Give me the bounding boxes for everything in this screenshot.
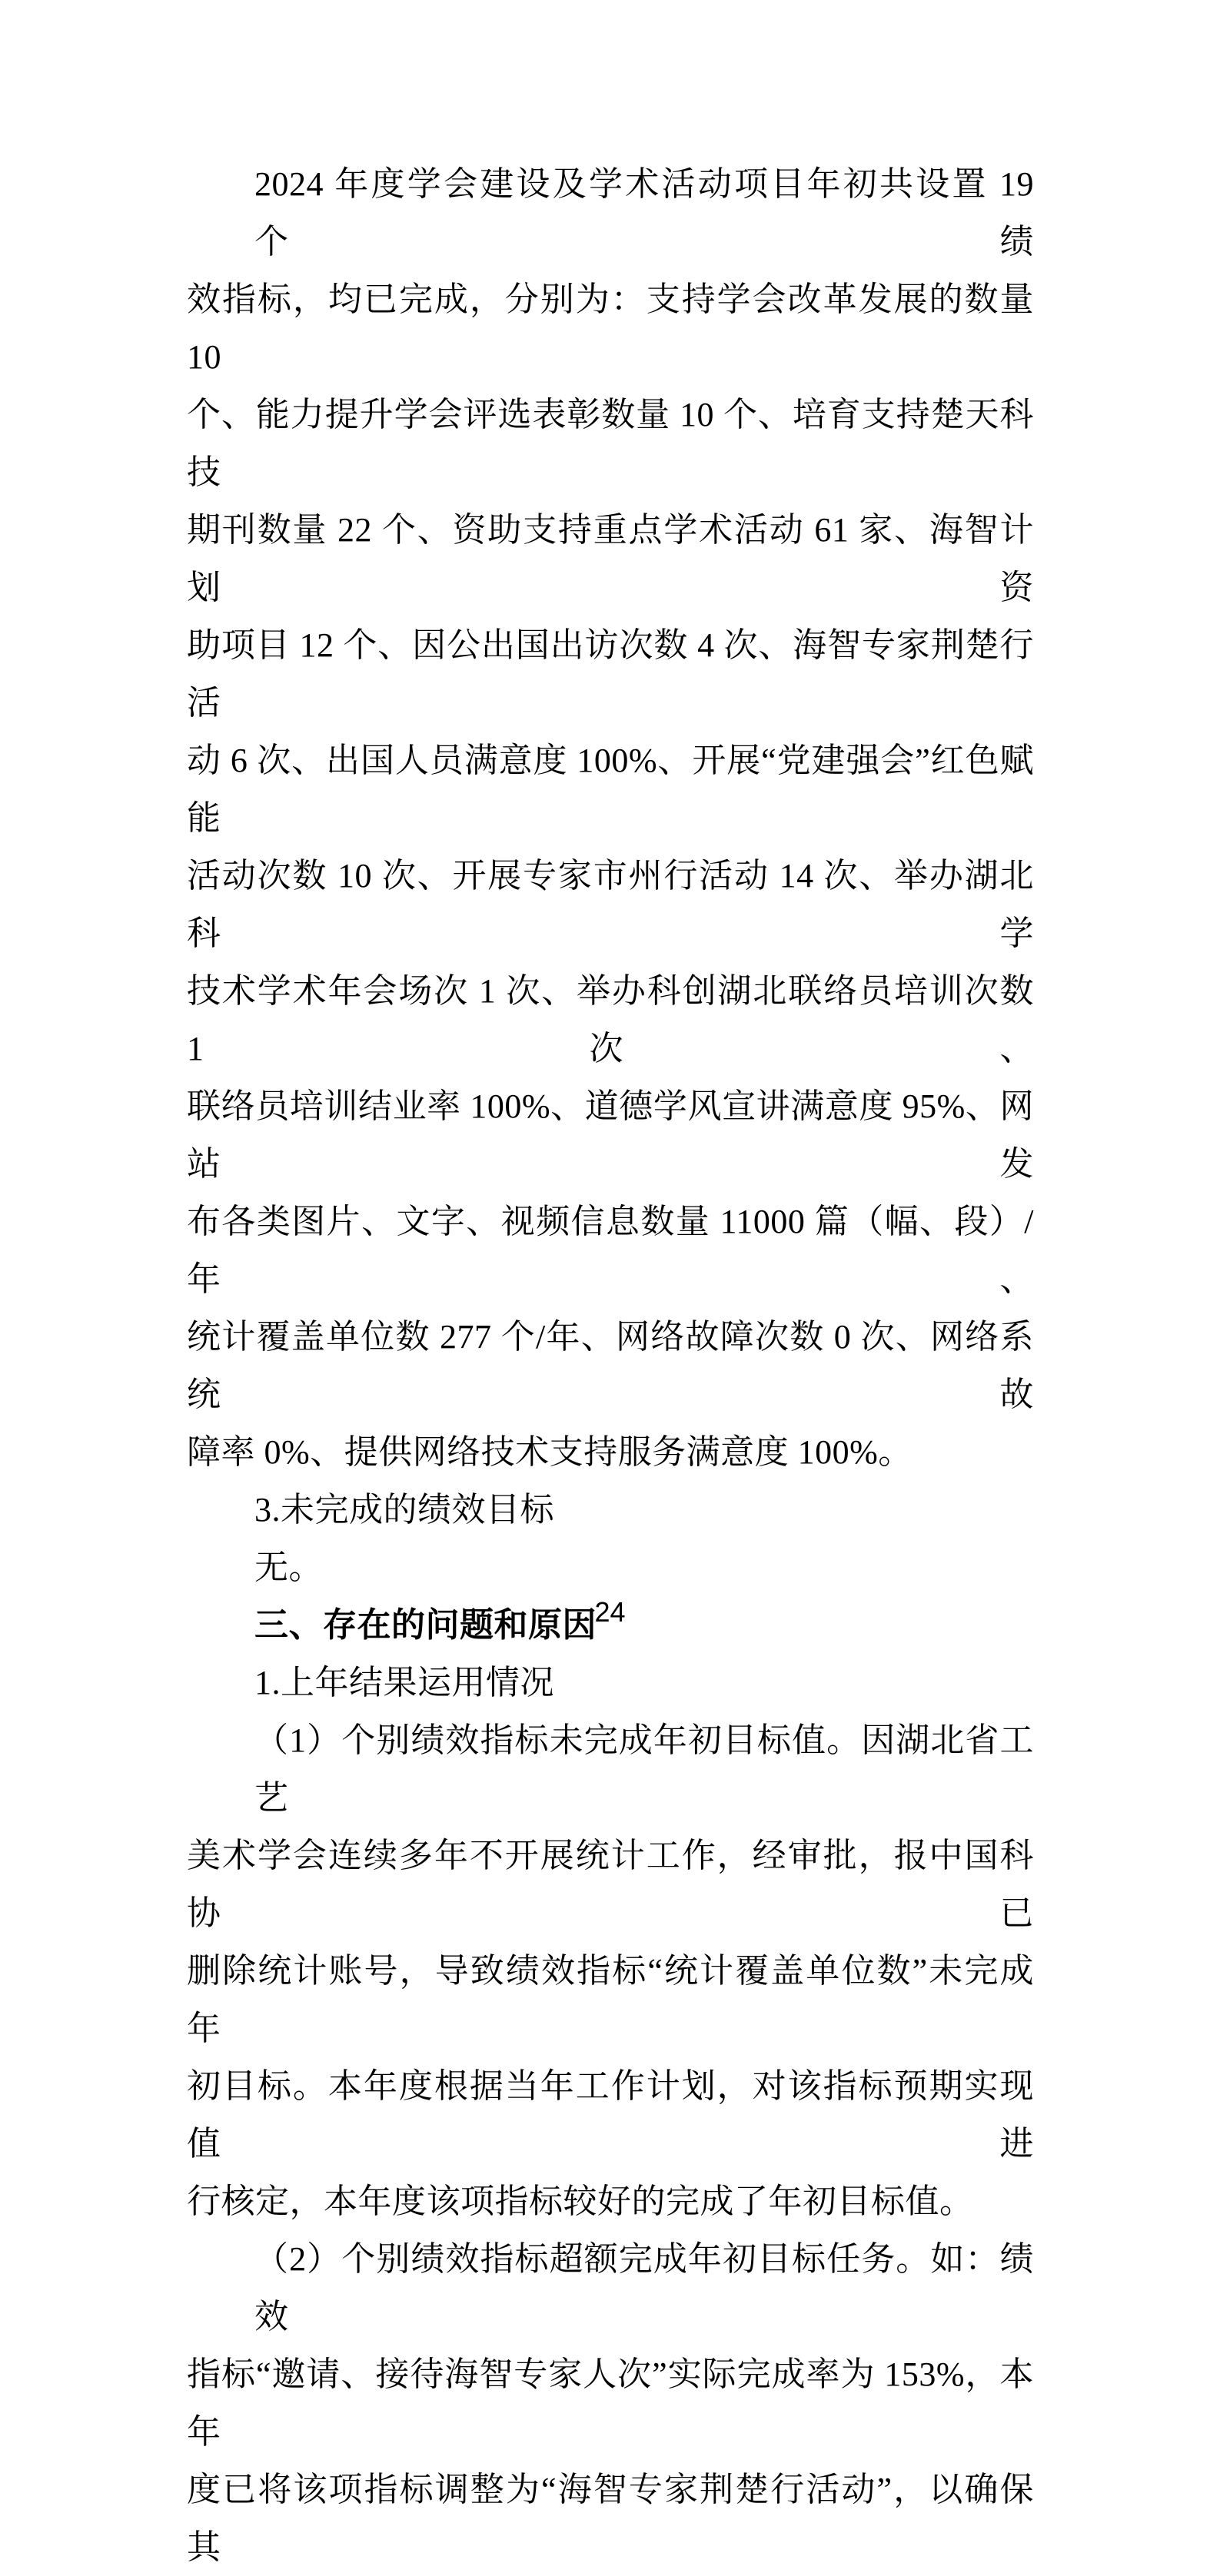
text-line: 技术学术年会场次 1 次、举办科创湖北联络员培训次数 1 次、 — [187, 972, 1034, 1067]
text-line: 布各类图片、文字、视频信息数量 11000 篇（幅、段）/年、 — [187, 1203, 1034, 1298]
text-line: 2024 年度学会建设及学术活动项目年初共设置 19 个绩 — [254, 165, 1034, 261]
list-item-heading: 1.上年结果运用情况 — [254, 1664, 554, 1701]
text-line: 统计覆盖单位数 277 个/年、网络故障次数 0 次、网络系统故 — [187, 1318, 1034, 1413]
text-line: 活动次数 10 次、开展专家市州行活动 14 次、举办湖北科学 — [187, 857, 1034, 952]
page-number: 24 — [594, 1596, 626, 1628]
text-line: 无。 — [254, 1549, 323, 1586]
text-line: 删除统计账号，导致绩效指标“统计覆盖单位数”未完成年 — [187, 1952, 1034, 2047]
list-item-heading: 3.未完成的绩效目标 — [254, 1491, 554, 1529]
text-line: 个、能力提升学会评选表彰数量 10 个、培育支持楚天科技 — [187, 396, 1034, 491]
text-line: （2）个别绩效指标超额完成年初目标任务。如：绩效 — [254, 2240, 1034, 2335]
text-line: 初目标。本年度根据当年工作计划，对该指标预期实现值进 — [187, 2067, 1034, 2163]
text-line: 联络员培训结业率 100%、道德学风宣讲满意度 95%、网站发 — [187, 1087, 1034, 1183]
text-line: 效指标，均已完成，分别为：支持学会改革发展的数量 10 — [187, 281, 1034, 376]
text-line: （1）个别绩效指标未完成年初目标值。因湖北省工艺 — [254, 1721, 1034, 1817]
text-line: 助项目 12 个、因公出国出访次数 4 次、海智专家荆楚行活 — [187, 626, 1034, 722]
text-line: 美术学会连续多年不开展统计工作，经审批，报中国科协已 — [187, 1837, 1034, 1932]
text-line: 指标“邀请、接待海智专家人次”实际完成率为 153%，本年 — [187, 2355, 1034, 2451]
text-line: 期刊数量 22 个、资助支持重点学术活动 61 家、海智计划资 — [187, 511, 1034, 606]
text-line: 度已将该项指标调整为“海智专家荆楚行活动”，以确保其 — [187, 2471, 1034, 2566]
text-line: 动 6 次、出国人员满意度 100%、开展“党建强会”红色赋能 — [187, 742, 1034, 837]
section-heading: 三、存在的问题和原因 — [254, 1606, 597, 1644]
text-line: 行核定，本年度该项指标较好的完成了年初目标值。 — [187, 2183, 974, 2220]
document-body — [187, 155, 1034, 2576]
text-line: 障率 0%、提供网络技术支持服务满意度 100%。 — [187, 1433, 913, 1471]
